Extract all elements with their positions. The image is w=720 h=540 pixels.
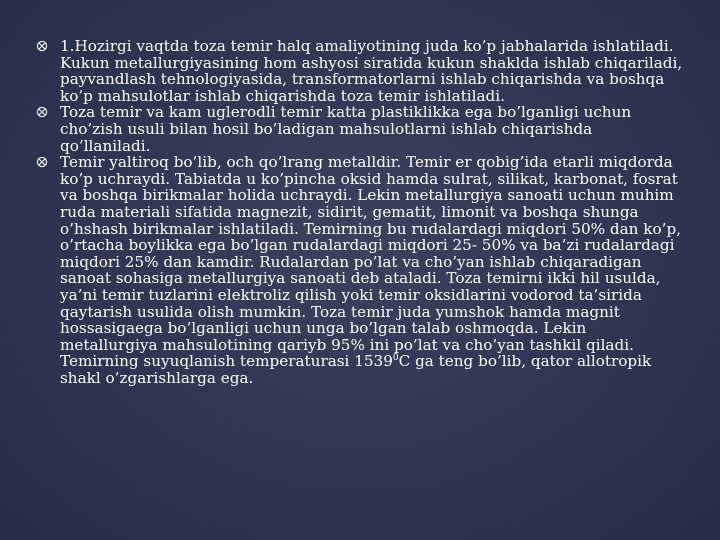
degree-superscript: 0 xyxy=(392,353,399,364)
bullet-text: 1.Hozirgi vaqtda toza temir halq amaliyotining juda ko’p jabhalarida ishlatiladi. Kukun metallurgiyasining hom ashyosi siratida kukun shaklda ishlab chiqariladi, payvandlash tehnologiyasida, transformatorlarni ishlab chiqarishda va boshqa ko’p mahsulotlar ishlab chiqarishda toza temir ishlatiladi. xyxy=(60,37,683,105)
bullet-text-end: C ga teng bo’lib, qator allotropik shakl o’zgarishlarga ega. xyxy=(60,352,652,387)
bullet-text: Toza temir va kam uglerodli temir katta plastiklikka ega bo’lganligi uchun cho’zish usuli bilan hosil bo’ladigan mahsulotlarni ishlab chiqarishda qo’llaniladi. xyxy=(60,103,632,155)
list-item xyxy=(34,104,684,154)
bullet-icon xyxy=(36,106,48,118)
bullet-icon xyxy=(36,40,48,52)
bullet-list xyxy=(34,38,684,386)
bullet-icon xyxy=(36,156,48,168)
bullet-text xyxy=(60,154,684,386)
bullet-text-main: Temir yaltiroq bo’lib, och qo’lrang metalldir. Temir er qobig’ida etarli miqdorda ko’p uchraydi. Tabiatda u ko’pincha oksid hamda sulrat, silikat, karbonat, fosrat va boshqa birikmalar holida uchraydi. Lekin metallurgiya sanoati uchun muhim ruda materiali sifatida magnezit, sidirit, gematit, limonit va boshqa shunga o’hshash birikmalar ishlatiladi. Temirning bu rudalardagi miqdori 50% dan ko’p, o’rtacha boylikka ega bo’lgan rudalardagi miqdori 25- 50% va ba’zi rudalardagi miqdori 25% dan kamdir. Rudalardan po’lat va cho’yan ishlab chiqaradigan sanoat sohasiga metallurgiya sanoati deb ataladi. Toza temirni ikki hil usulda, ya’ni temir tuzlarini elektroliz qilish yoki temir oksidlarini vodorod ta’sirida qaytarish usulida olish mumkin. Toza temir juda yumshok hamda magnit hossasigaega bo’lganligi uchun unga bo’lgan talab oshmoqda. Lekin metallurgiya mahsulotining qariyb 95% ini po’lat va cho’yan tashkil qiladi. Temirning suyuqlanish temperaturasi 1539 xyxy=(60,153,682,371)
list-item xyxy=(34,154,684,386)
list-item xyxy=(34,38,684,104)
